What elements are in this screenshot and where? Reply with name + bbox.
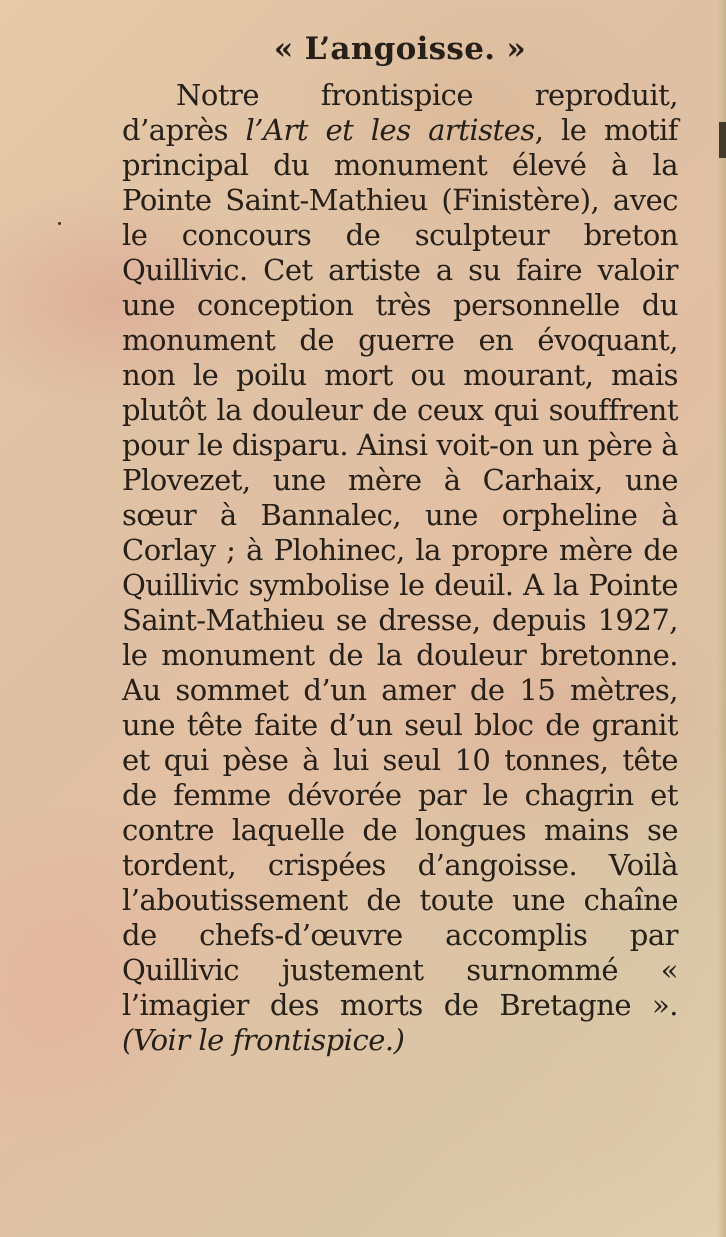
ink-speck bbox=[58, 222, 61, 225]
edge-ink-mark bbox=[719, 122, 726, 158]
body-segment: , le motif principal du monument élevé à la Pointe Saint-Mathieu (Finistère), avec le concours de sculpteur breton Quillivic. Cet artiste a su faire valoir une conception très personnelle du monument de guerre en évoquant, non le poilu mort ou mourant, mais plutôt la douleur de ceux qui souffrent pour le disparu. Ainsi voit-on un père à Plovezet, une mère à Carhaix, une sœur à Bannalec, une orpheline à Corlay ; à Plohinec, la propre mère de Quillivic symbolise le deuil. A la Pointe Saint-Mathieu se dresse, depuis 1927, le monument de la douleur bretonne. Au sommet d’un amer de 15 mètres, une tête faite d’un seul bloc de granit et qui pèse à lui seul 10 tonnes, tête de femme dévorée par le chagrin et contre laquelle de longues mains se tordent, crispées d’angoisse. Voilà l’aboutissement de toute une chaîne de chefs-d’œuvre accomplis par Quillivic justement surnommé « l’imagier des morts de Bretagne ». bbox=[122, 113, 678, 1022]
page-edge bbox=[717, 0, 726, 1237]
frontispiece-reference: (Voir le frontispice.) bbox=[122, 1023, 405, 1057]
article-body bbox=[122, 78, 678, 1058]
publication-title: l’Art et les artistes bbox=[245, 113, 535, 147]
body-segment: Notre frontispice reproduit, d’après bbox=[122, 78, 678, 147]
article bbox=[122, 24, 678, 1058]
article-title: « L’angoisse. » bbox=[273, 31, 527, 67]
